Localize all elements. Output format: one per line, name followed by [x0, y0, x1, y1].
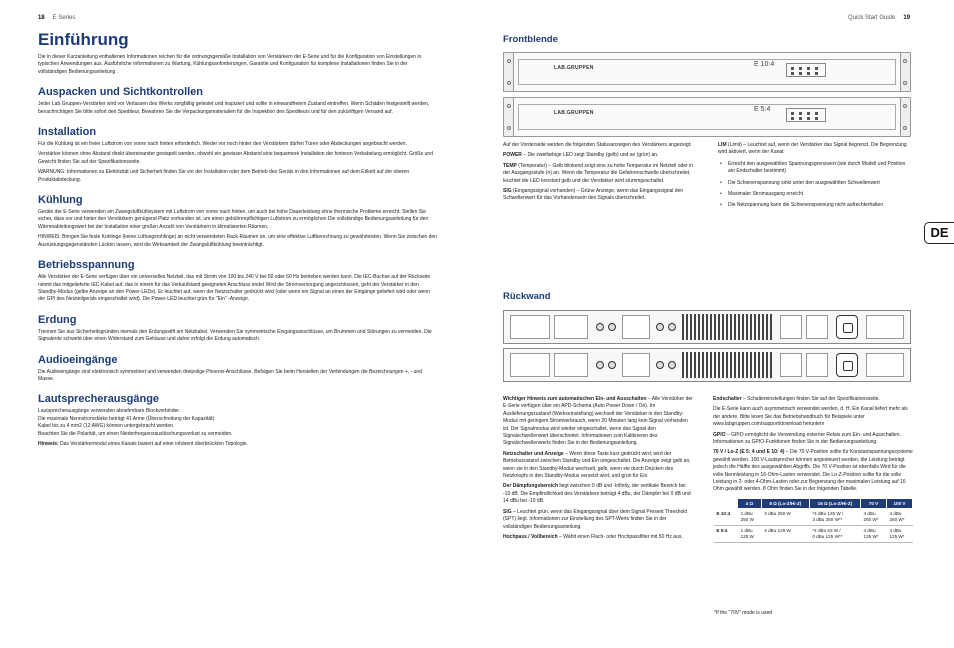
front-leds-1	[786, 63, 826, 77]
table-cell: 1 dBu 125 W	[738, 525, 762, 542]
sig-label: SIG	[503, 188, 512, 195]
power-switch-label: Netzschalter und Anzeige	[503, 450, 564, 457]
status-columns	[503, 142, 913, 214]
status-intro: Auf der Vorderseite werden die folgenden Statusanzeigen des Verstärkers angezeigt:	[503, 142, 692, 148]
rear-columns	[503, 396, 913, 544]
table-header	[714, 498, 738, 508]
temp-label: TEMP	[503, 162, 517, 169]
table-header: 16 Ω (Lo-Z/Hi-Z)	[809, 498, 860, 508]
gpio-desc	[713, 432, 913, 447]
lim-bullet: • Maximaler Stromausgang erreicht	[728, 191, 913, 198]
section-title-speaker-outputs: Lautsprecherausgänge	[38, 393, 160, 406]
lim-label: LIM	[718, 142, 727, 148]
gpio-label: GPIO	[713, 431, 726, 438]
voltage-text: Alle Verstärker der E-Serie verfügen über ein universelles Netzteil, das mit Strom von 100 bis 240 V bei 50 oder 60 Hz betrieben werden kann. Die IEC-Buchse auf der Rückseite nimmt das mitgelieferte IEC-Kabel auf, das in einem für das Verkaufsland geeigneten Anschluss endet Wird die Stromversorgung angeschlossen, geht der Verstärker in den Standby-Modus (gelbe Anzeige an den Power-LEDs). Er leuchtet auf, wenn der Netzschalter gedrückt wird (oder wenn ein Signal an einen der Eingänge geliefert wird oder wenn der GPI des Netzteilgeräts eingeschaltet wird). Die Power-LED leuchtet grün für "Ein" -Anzeige.	[38, 274, 431, 303]
table-cell: E 5:4	[714, 525, 738, 542]
power-switch-text: – Wenn diese Taste kurz gedrückt wird, wird der Betriebszustand zwischen Standby und Ein umgeschaltet. Die Anzeige zeigt gelb an, wenn sie in den Standby-Modus wechselt, gelb, wenn sie durch Drücken des Netzknopfs in den Standby-Modus versetzt wird, und grün für Ein.	[503, 450, 691, 480]
table-cell: 4 dBu 250 W*	[886, 508, 912, 525]
highpass-desc	[503, 534, 693, 541]
speaker-note	[38, 441, 438, 448]
left-page-number: 18	[38, 15, 45, 21]
highpass-label: Hochpass / Vollbereich	[503, 533, 558, 540]
table-cell: 4 dBu 250 W*	[861, 508, 887, 525]
front-model-2: E 5:4	[754, 106, 771, 113]
attenuation-desc	[503, 483, 693, 505]
speaker-line-2: Die maximale Nennstromstärke beträgt 41 Arme (Überschreitung der Kapazität)	[38, 415, 215, 422]
mode-text: – Die 70 V-Position sollte für Konstantspannungssysteme gewählt werden. 100 V-Lautsprecher können angesteuert werden, die Leistung beträgt jedoch die Hälfte des ausgewählten Abgriffs. Die 70 V-Position ist ebenfalls Wird für die volle Nennleistung in 16-Ohm-Lasten verwendet. Die Lo-Z-Position sollte für die volle Leistung in 2- oder 4-Ohm-Lasten oder zur Begrenzung der maximalen Leistung auf 16 Ohm gewählt werden. 8 Ohm finden Sie in der folgenden Tabelle.	[713, 449, 913, 493]
section-title-cooling: Kühlung	[38, 194, 83, 207]
right-page-header	[848, 15, 910, 21]
left-page-header	[38, 15, 75, 21]
limit-switch-label: Endschalter	[713, 396, 742, 402]
power-text: – Die zweifarbige LED zeigt Standby (gelb) und an (grün) an.	[521, 152, 659, 159]
table-cell: 4 dBu 125 W	[761, 525, 809, 542]
table-cell: 4 dBu 250 W	[761, 508, 809, 525]
power-label: POWER	[503, 152, 522, 159]
audio-inputs-text: Die Audioeingänge sind elektronisch symmetriert und verwenden dreipolige Phoenix-Anschlüsse. Befolgen Sie beim Herstellen der Verbindungen die Bezeichnungen +, - und Masse.	[38, 368, 422, 382]
table-row	[714, 525, 913, 542]
section-title-voltage: Betriebsspannung	[38, 259, 135, 272]
temp-text: (Temperatur) – Gelb blinkend zeigt eine zu hohe Temperatur im Netzteil oder in der Ausgangsstufe (n) an. Wenn die Temperatur die Gefahrenschwelle überschreitet, leuchtet die LED konstant gelb und der Verstärker wird stummgeschaltet.	[503, 162, 693, 184]
installation-text-2: Verstärker können ohne Abstand direkt übereinander gestapelt werden, obwohl ein gewisser Abstand eine bequemere Installation der hinteren Verkabelung ermöglicht. Größe und Gewicht finden Sie auf der Spezifikationsseite.	[38, 151, 433, 165]
rear-sig-label: SIG	[503, 508, 512, 515]
front-logo-1: LAB.GRUPPEN	[554, 65, 594, 71]
table-header: 70 V	[861, 498, 887, 508]
limit-switch-text: – Schaltereinstellungen finden Sie auf der Spezifikationsseite.	[741, 396, 880, 402]
installation-text-1: Für die Kühlung ist ein freier Luftstrom von vorne nach hinten erforderlich. Weder vor noch hinter den Verstärkern dürfen Türen oder Abdeckungen angebracht werden.	[38, 141, 407, 148]
front-model-1: E 10:4	[754, 61, 775, 68]
right-title: Quick Start Guide	[848, 15, 896, 21]
installation-warning: WARNUNG: Informationen zu Elektrizität und Sicherheit finden Sie vor der Installation oder dem Betrieb des Geräts in den Informationen auf dem Etikett auf der oberen Produktabdeckung.	[38, 169, 410, 183]
speaker-note-text: Das Verstärkermodul eines Kanals basiert auf einer inhärent überbrückten Topologie.	[58, 440, 249, 447]
rear-panel-image-1	[503, 310, 911, 344]
attenuation-text: liegt zwischen 0 dB und -Infinity, der vertikale Bereich bei -10 dB. Die Empfindlichkeit des Verstärkers beträgt 4 dBu, der Dämpfer bei 0 dB und 14 dBu bei -10 dB.	[503, 483, 691, 505]
rear-vent-2	[682, 352, 772, 378]
lim-text: (Limit) – Leuchtet auf, wenn der Verstärker das Signal begrenzt. Die Begrenzung wird aktiviert, wenn der Kanal:	[718, 142, 907, 156]
rear-panel-title: Rückwand	[503, 291, 551, 302]
rear-vent-1	[682, 314, 772, 340]
gpio-text: – GPIO ermöglicht die Verwendung externer Relais zum Ein- und Ausschalten. Informationen zu GPIO-Funktionen finden Sie in der Bedienungsanleitung.	[713, 431, 901, 446]
highpass-text: – Wählt einen Flach- oder Hochpassfilter mit 50 Hz aus.	[557, 533, 683, 540]
sig-desc	[503, 188, 698, 203]
left-series: E Series	[52, 15, 76, 21]
front-panel-image-2	[503, 97, 911, 137]
speaker-line-1: Lautsprecherausgänge verwenden abnehmbare Blockverbinder.	[38, 408, 181, 415]
rear-sig-desc	[503, 509, 693, 531]
asymmetric-desc: Die E-Serie kann auch asymmetrisch verwendet werden, d. H. Ein Kanal liefert mehr als der andere. Bitte lesen Sie das Betriebshandbuch für Beispiele unter www.labgruppen.com/support/download heruntern	[713, 406, 908, 428]
cooling-note: HINWEIS: Bringen Sie feste Kohlinge (keine Lüftungsrohlinge) an nicht verwendeten Rack-Räumen an, um eine effektive Luftberechnung zu gewährleisten. Wenn Sie zwischen den Ausrüstungsgegenständen Lücken lassen, wird die Wirksamkeit der Zwangsluftkühlung beeinträchtigt.	[38, 234, 437, 248]
apd-text: – Alle Verstärker der E-Serie verfügen über ein APD-Schema (Auto Power Down / On). Im Auslieferungszustand (Werkseinstellung) wechselt der Verstärker in den Standby-Modus mit geringem Stromverbrauch, wenn 20 Minuten lang kein Signal vorhanden ist. Der Signalmodus wird wieder eingeschaltet, wenn das Signal den Signalschwellenwert überschreitet. Informationen zum Kalibrieren des Signalschwellenwerts finden Sie in der Bedienungsanleitung.	[503, 396, 693, 447]
intro-text: Die in dieser Kurzanleitung enthaltenen Informationen reichen für die ordnungsgemäße Installation von Verstärkern der E-Serie und für die Konfiguration von Einstellungen in typischen Anwendungen aus. Ausführliche Informationen zu Wartung, Kühlungsanforderungen, Garantie und Konfiguration für komplexe Installationen finden Sie in der vollständigen Bedienungsanleitung .	[38, 54, 422, 75]
temp-desc	[503, 163, 698, 185]
table-cell: E 10:4	[714, 508, 738, 525]
rear-panel-image-2	[503, 348, 911, 382]
lim-bullet: • Die Netzspannung kann die Schienenspannung nicht aufrechterhalten	[728, 202, 913, 209]
table-header: 100 V	[886, 498, 912, 508]
limit-switch-desc	[713, 396, 913, 403]
front-panel-title: Frontblende	[503, 34, 558, 45]
unpacking-text: Jeder Lab Gruppen-Verstärker wird vor Verlassen des Werks sorgfältig getestet und inspiziert und sollte in einwandfreiem Zustand eintreffen. Wenn Schäden festgestellt werden, benachrichtigen Sie bitte sofort den Spediteur. Bewahren Sie die Verpackungsmaterialien für die Inspektion des Spediteurs und für den zukünftigen Versand auf.	[38, 101, 430, 115]
table-row	[714, 508, 913, 525]
rear-sig-text: – Leuchtet grün, wenn das Eingangssignal über dem Signal Present Threshold (SPT) liegt. Informationen zur Einstellung des SPT-Werts finden Sie in der vollständigen Bedienungsanleitung.	[503, 508, 688, 530]
table-cell: 4 dBu 125 W*	[861, 525, 887, 542]
apd-desc	[503, 396, 693, 448]
apd-label: Wichtiger Hinweis zum automatischen Ein- und Ausschalten	[503, 396, 647, 402]
iec-socket-2	[836, 353, 858, 377]
table-cell: 1 dBu 250 W	[738, 508, 762, 525]
front-panel-image-1	[503, 52, 911, 92]
power-desc	[503, 152, 698, 159]
lim-bullet: • Die Schienenspannung sinkt unter den ausgewählten Schwellenwert	[728, 180, 913, 187]
front-logo-2: LAB.GRUPPEN	[554, 110, 594, 116]
power-switch-desc	[503, 451, 693, 481]
grounding-text: Trennen Sie aus Sicherheitsgründen niemals den Erdungsstift am Netzkabel. Verwenden Sie symmetrische Eingangsanschlüsse, um Brummen und Störungen zu vermeiden. Die Signalerde schwebt über einen Widerstand zum Gehäuse und daher erfolgt die Erdung automatisch.	[38, 328, 432, 343]
language-tab: DE	[924, 222, 954, 244]
table-header: 4 Ω	[738, 498, 762, 508]
table-header: 8 Ω (Lo-Z/Hi-Z)	[761, 498, 809, 508]
section-title-unpacking: Auspacken und Sichtkontrollen	[38, 86, 204, 99]
sig-text: (Eingangssignal vorhanden) – Grüne Anzeige, wenn das Eingangssignal den Schwellenwert für das Vorhandensein des Signals überschreitet.	[503, 188, 684, 202]
speaker-note-label: Hinweis:	[38, 440, 59, 447]
table-footnote: *If the "70V" mode is used	[714, 610, 773, 616]
speaker-line-4: Beachten Sie die Polarität, um einen Niederfrequenzauslöschungsverlust zu vermeiden.	[38, 430, 233, 437]
spec-table	[713, 498, 913, 543]
iec-socket-1	[836, 315, 858, 339]
section-title-audio-inputs: Audioeingänge	[38, 353, 118, 366]
speaker-line-3: Kabel bis zu 4 mm2 (12 AWG) können untergebracht werden.	[38, 423, 175, 430]
table-cell: 4 dBu 125 W*	[886, 525, 912, 542]
mode-desc	[713, 449, 913, 493]
page-title: Einführung	[38, 30, 129, 49]
lim-desc	[718, 142, 913, 157]
cooling-text-1: Geräte der E-Serie verwenden ein Zwangsluftkühlsystem mit Luftstrom von vorne nach hinten, um auch bei hohe Dauerleistung ohne thermische Probleme erreicht. Stellen Sie sicher, dass vor und hinter den Verstärkern genügend Platz vorhanden ist, um einen gebührenpflichtigen Luftstrom zu ermöglichen Die vollständige Bedienungsanleitung für den Wärmeableitungswert bei der Installation einer großen Anzahl von Verstärkern in klimatisierten Räumen.	[38, 209, 429, 230]
section-title-installation: Installation	[38, 126, 97, 139]
mode-label: 70 V / Lo-Z (E 5: 4 und E 10: 4)	[713, 449, 785, 456]
table-cell: *4 dBu 125 W / 3 dBu 250 W**	[809, 508, 860, 525]
section-title-grounding: Erdung	[38, 313, 77, 326]
attenuation-label: Der Dämpfungsbereich	[503, 483, 559, 490]
lim-bullet: • Erreicht den ausgewählten Spannungsgrenzwert (wie durch Modell und Position am Endschalter bestimmt)	[728, 161, 913, 176]
front-leds-2	[786, 108, 826, 122]
right-page-number: 19	[903, 15, 911, 21]
left-page	[38, 30, 438, 451]
table-cell: *4 dBu 63 W / 0 dBu 125 W**	[809, 525, 860, 542]
